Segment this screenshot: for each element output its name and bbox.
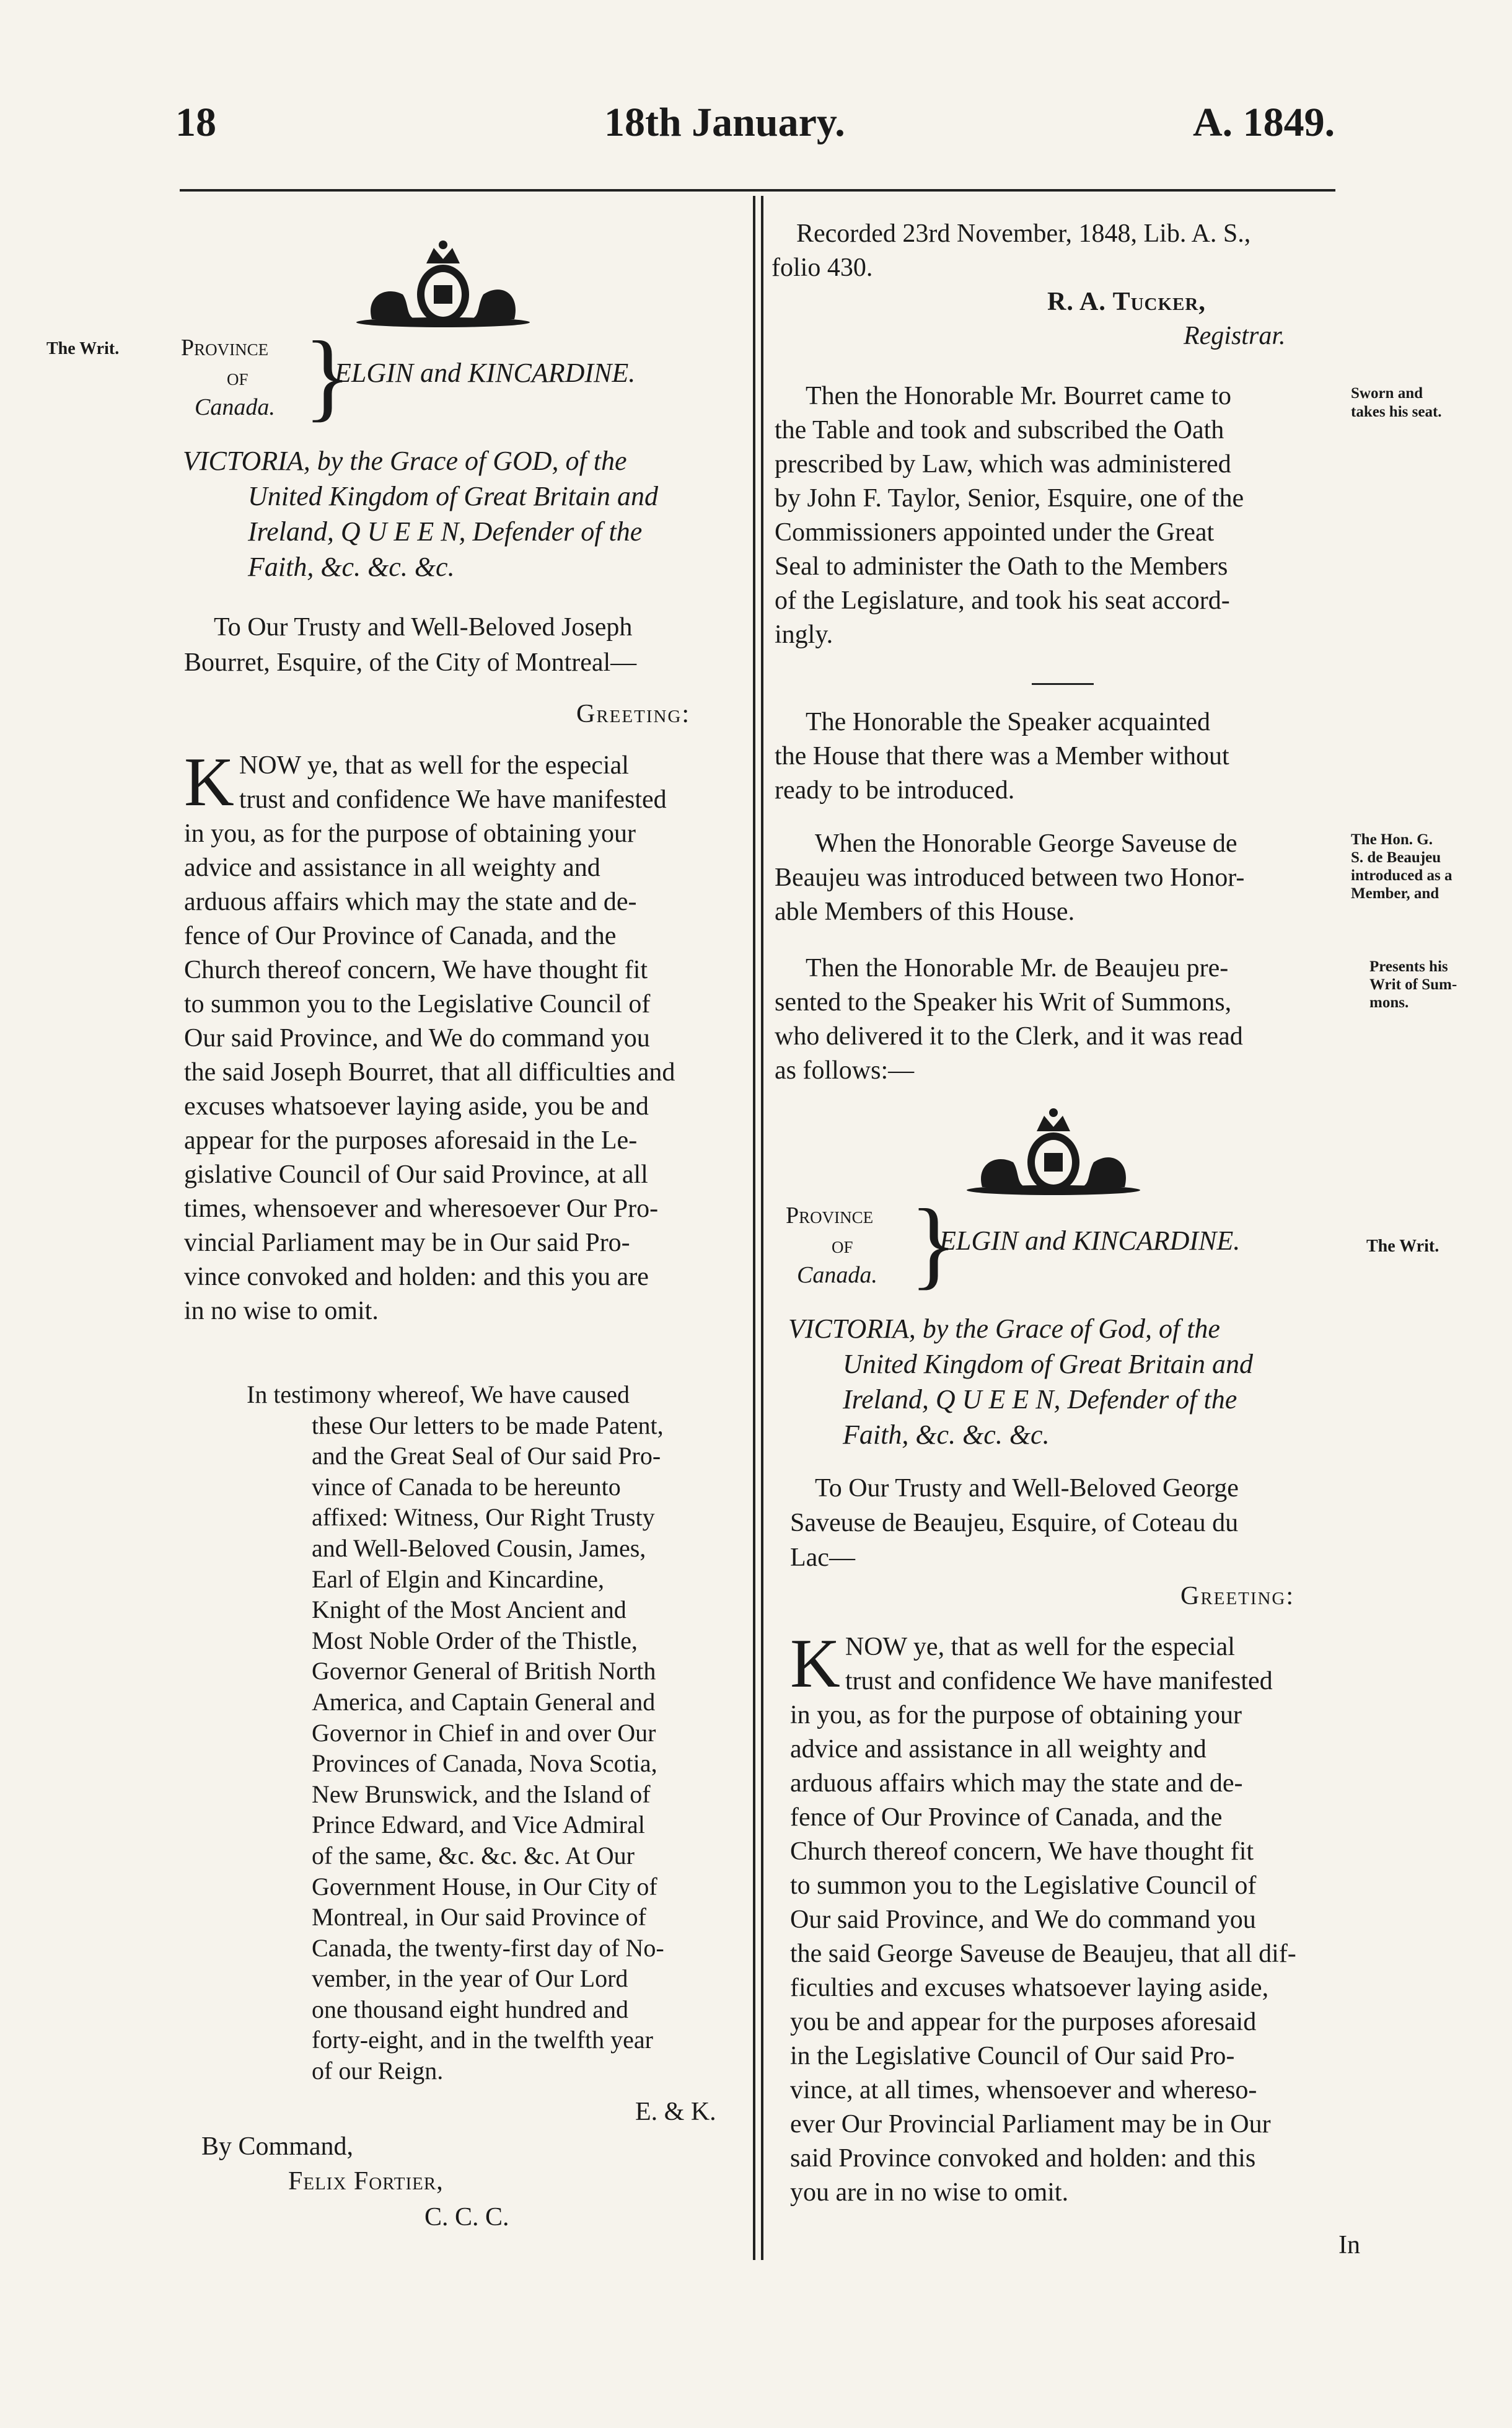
victoria-line-1: VICTORIA, by the Grace of GOD, of the (183, 446, 627, 476)
writ-line: appear for the purposes aforesaid in the Le- (184, 1126, 638, 1155)
testimony-line: forty-eight, and in the twelfth year (312, 2026, 653, 2054)
presents-paragraph (775, 951, 1243, 1088)
greeting-right: Greeting: (1180, 1582, 1295, 1610)
address-line-2: Saveuse de Beaujeu, Esquire, of Coteau du (790, 1509, 1239, 1537)
sworn-line: ingly. (775, 620, 833, 649)
writ-line: vince convoked and holden: and this you are (184, 1263, 649, 1291)
presents-line: Then the Honorable Mr. de Beaujeu pre- (806, 954, 1229, 982)
brace: } (304, 320, 351, 431)
speaker-paragraph (775, 705, 1229, 808)
writ-line: Church thereof concern, We have thought fit (184, 956, 648, 984)
testimony-line: Provinces of Canada, Nova Scotia, (312, 1749, 657, 1778)
note-line: The Hon. G. (1351, 831, 1433, 848)
recorded-line-1: Recorded 23rd November, 1848, Lib. A. S., (796, 219, 1251, 248)
speaker-line: ready to be introduced. (775, 776, 1015, 805)
testimony-line: these Our letters to be made Patent, (312, 1411, 664, 1439)
testimony-line: Governor in Chief in and over Our (312, 1718, 656, 1747)
writ-line: in the Legislative Council of Our said Pro- (790, 2042, 1235, 2070)
note-line: Sworn and (1351, 385, 1423, 402)
testimony-line: Government House, in Our City of (312, 1872, 657, 1900)
writ-line: times, whensoever and wheresoever Our Pro- (184, 1194, 659, 1223)
province-of: of (832, 1232, 853, 1258)
signatory-title: C. C. C. (424, 2203, 509, 2232)
catchword: In (1338, 2231, 1360, 2259)
testimony-line: Governor General of British North (312, 1657, 656, 1685)
sworn-line: Seal to administer the Oath to the Members (775, 552, 1228, 581)
testimony-line: America, and Captain General and (312, 1687, 656, 1716)
writ-line: fence of Our Province of Canada, and the (184, 922, 617, 950)
victoria-line-1: VICTORIA, by the Grace of God, of the (788, 1313, 1220, 1344)
writ-text-right (790, 1625, 1363, 2210)
writ-line: in you, as for the purpose of obtaining your (790, 1701, 1242, 1729)
victoria-line-2: United Kingdom of Great Britain and (843, 1349, 1254, 1379)
page-number: 18 (175, 100, 216, 145)
writ-line: in no wise to omit. (184, 1297, 379, 1325)
signatory-name: Felix Fortier, (288, 2167, 444, 2196)
sworn-line: of the Legislature, and took his seat accord- (775, 586, 1230, 615)
introduced-line: able Members of this House. (775, 898, 1075, 926)
writ-line: fence of Our Province of Canada, and the (790, 1803, 1223, 1832)
province-word: Province (181, 335, 269, 361)
by-command: By Command, (201, 2132, 354, 2161)
margin-note-writ-right: The Writ. (1366, 1237, 1439, 1256)
margin-note-presents (1369, 958, 1457, 1012)
testimony-line: vember, in the year of Our Lord (312, 1964, 628, 1993)
victoria-line-4: Faith, &c. &c. &c. (843, 1419, 1050, 1450)
writ-line: advice and assistance in all weighty and (184, 854, 600, 882)
testimony-line: Most Noble Order of the Thistle, (312, 1626, 638, 1654)
writ-line: gislative Council of Our said Province, at all (184, 1160, 648, 1189)
writ-line: Our said Province, and We do command you (184, 1024, 650, 1053)
testimony-left (247, 1379, 664, 2086)
victoria-line-4: Faith, &c. &c. &c. (248, 552, 455, 582)
testimony-line: of our Reign. (312, 2057, 444, 2085)
victoria-line-3: Ireland, Q U E E N, Defender of the (843, 1384, 1237, 1415)
sworn-line: by John F. Taylor, Senior, Esquire, one of the (775, 484, 1244, 513)
royal-arms-emblem-right (957, 1103, 1149, 1199)
district-name: ELGIN and KINCARDINE. (939, 1225, 1241, 1256)
victoria-line-2: United Kingdom of Great Britain and (248, 481, 659, 511)
writ-line: Our said Province, and We do command you (790, 1905, 1256, 1934)
testimony-line: Knight of the Most Ancient and (312, 1596, 626, 1624)
note-line: S. de Beaujeu (1351, 849, 1441, 866)
province-canada: Canada. (195, 394, 275, 420)
writ-line: to summon you to the Legislative Council of (184, 990, 651, 1018)
writ-line: ever Our Provincial Parliament may be in Our (790, 2110, 1271, 2139)
testimony-line: Canada, the twenty-first day of No- (312, 1933, 664, 1962)
writ-line: NOW ye, that as well for the especial (239, 751, 629, 780)
registrar-name: R. A. Tucker, (1047, 288, 1206, 316)
writ-line: you be and appear for the purposes aforesaid (790, 2008, 1257, 2036)
province-canada: Canada. (797, 1262, 877, 1288)
testimony-line: vince of Canada to be hereunto (312, 1472, 621, 1501)
writ-line: excuses whatsoever laying aside, you be and (184, 1092, 649, 1121)
writ-line: Church thereof concern, We have thought fit (790, 1837, 1254, 1866)
presents-line: who delivered it to the Clerk, and it was read (775, 1022, 1243, 1051)
address-line-3: Lac— (790, 1543, 855, 1572)
note-line: Presents his (1369, 958, 1448, 975)
sworn-line: Then the Honorable Mr. Bourret came to (806, 382, 1231, 410)
writ-line: ficulties and excuses whatsoever laying aside, (790, 1974, 1269, 2002)
sworn-paragraph (775, 379, 1244, 652)
greeting-left: Greeting: (576, 700, 691, 728)
address-line-1: To Our Trusty and Well-Beloved George (815, 1474, 1239, 1503)
speaker-line: the House that there was a Member without (775, 742, 1229, 770)
column-rule-right (761, 196, 763, 2260)
brace: } (910, 1188, 957, 1299)
writ-line: arduous affairs which may the state and de- (184, 888, 637, 916)
writ-line: trust and confidence We have manifested (845, 1667, 1273, 1695)
testimony-line: New Brunswick, and the Island of (312, 1780, 651, 1808)
sworn-line: Commissioners appointed under the Great (775, 518, 1215, 547)
royal-arms-emblem-left (347, 236, 539, 332)
writ-line: arduous affairs which may the state and de- (790, 1769, 1243, 1798)
writ-line: vincial Parliament may be in Our said Pro- (184, 1229, 630, 1257)
writ-line: trust and confidence We have manifested (239, 785, 667, 814)
speaker-line: The Honorable the Speaker acquainted (806, 708, 1211, 736)
page-date: 18th January. (604, 100, 845, 145)
introduced-line: When the Honorable George Saveuse de (815, 829, 1237, 858)
presents-line: sented to the Speaker his Writ of Summons, (775, 988, 1232, 1017)
writ-text-left (184, 744, 757, 1328)
writ-line: in you, as for the purpose of obtaining your (184, 819, 636, 848)
address-line-2: Bourret, Esquire, of the City of Montreal— (184, 648, 637, 677)
sworn-line: the Table and took and subscribed the Oath (775, 416, 1224, 444)
note-line: introduced as a (1351, 867, 1453, 884)
header-rule (180, 189, 1335, 192)
dropcap-k: K (184, 744, 234, 821)
registrar-title: Registrar. (1184, 322, 1286, 350)
writ-line: the said George Saveuse de Beaujeu, that all dif- (790, 1940, 1296, 1968)
province-heading-right (786, 1188, 1356, 1299)
note-line: takes his seat. (1351, 404, 1442, 420)
testimony-line: Montreal, in Our said Province of (312, 1903, 646, 1931)
page-year: A. 1849. (1193, 100, 1335, 145)
testimony-line: and Well-Beloved Cousin, James, (312, 1534, 646, 1562)
introduced-line: Beaujeu was introduced between two Honor- (775, 863, 1245, 892)
district-name: ELGIN and KINCARDINE. (335, 358, 636, 388)
section-divider (1032, 683, 1094, 685)
recorded-line-2: folio 430. (771, 254, 873, 282)
province-heading-left (181, 320, 751, 431)
writ-line: advice and assistance in all weighty and (790, 1735, 1207, 1764)
margin-note-sworn (1351, 384, 1442, 422)
presents-line: as follows:— (775, 1056, 915, 1085)
testimony-line: Prince Edward, and Vice Admiral (312, 1811, 645, 1839)
writ-line: the said Joseph Bourret, that all difficulties and (184, 1058, 675, 1087)
writ-line: you are in no wise to omit. (790, 2178, 1069, 2207)
sworn-line: prescribed by Law, which was administered (775, 450, 1231, 479)
address-line-1: To Our Trusty and Well-Beloved Joseph (214, 613, 633, 642)
initials-ek: E. & K. (635, 2098, 716, 2126)
dropcap-k: K (790, 1625, 840, 1702)
testimony-line: of the same, &c. &c. &c. At Our (312, 1841, 635, 1870)
province-word: Province (786, 1203, 874, 1229)
writ-line: to summon you to the Legislative Council of (790, 1871, 1257, 1900)
note-line: mons. (1369, 994, 1409, 1011)
testimony-line: In testimony whereof, We have caused (247, 1380, 630, 1408)
testimony-line: and the Great Seal of Our said Pro- (312, 1442, 661, 1470)
testimony-line: Earl of Elgin and Kincardine, (312, 1565, 605, 1593)
victoria-line-3: Ireland, Q U E E N, Defender of the (248, 516, 643, 547)
introduced-paragraph (775, 827, 1244, 929)
margin-note-writ-left: The Writ. (46, 339, 120, 358)
writ-line: NOW ye, that as well for the especial (845, 1633, 1235, 1661)
margin-note-introduced (1351, 831, 1452, 903)
note-line: Writ of Sum- (1369, 976, 1457, 993)
testimony-line: one thousand eight hundred and (312, 1995, 628, 2023)
note-line: Member, and (1351, 885, 1439, 902)
province-of: of (227, 364, 248, 391)
writ-line: said Province convoked and holden: and this (790, 2144, 1256, 2173)
testimony-line: affixed: Witness, Our Right Trusty (312, 1503, 655, 1532)
writ-line: vince, at all times, whensoever and whereso- (790, 2076, 1257, 2104)
